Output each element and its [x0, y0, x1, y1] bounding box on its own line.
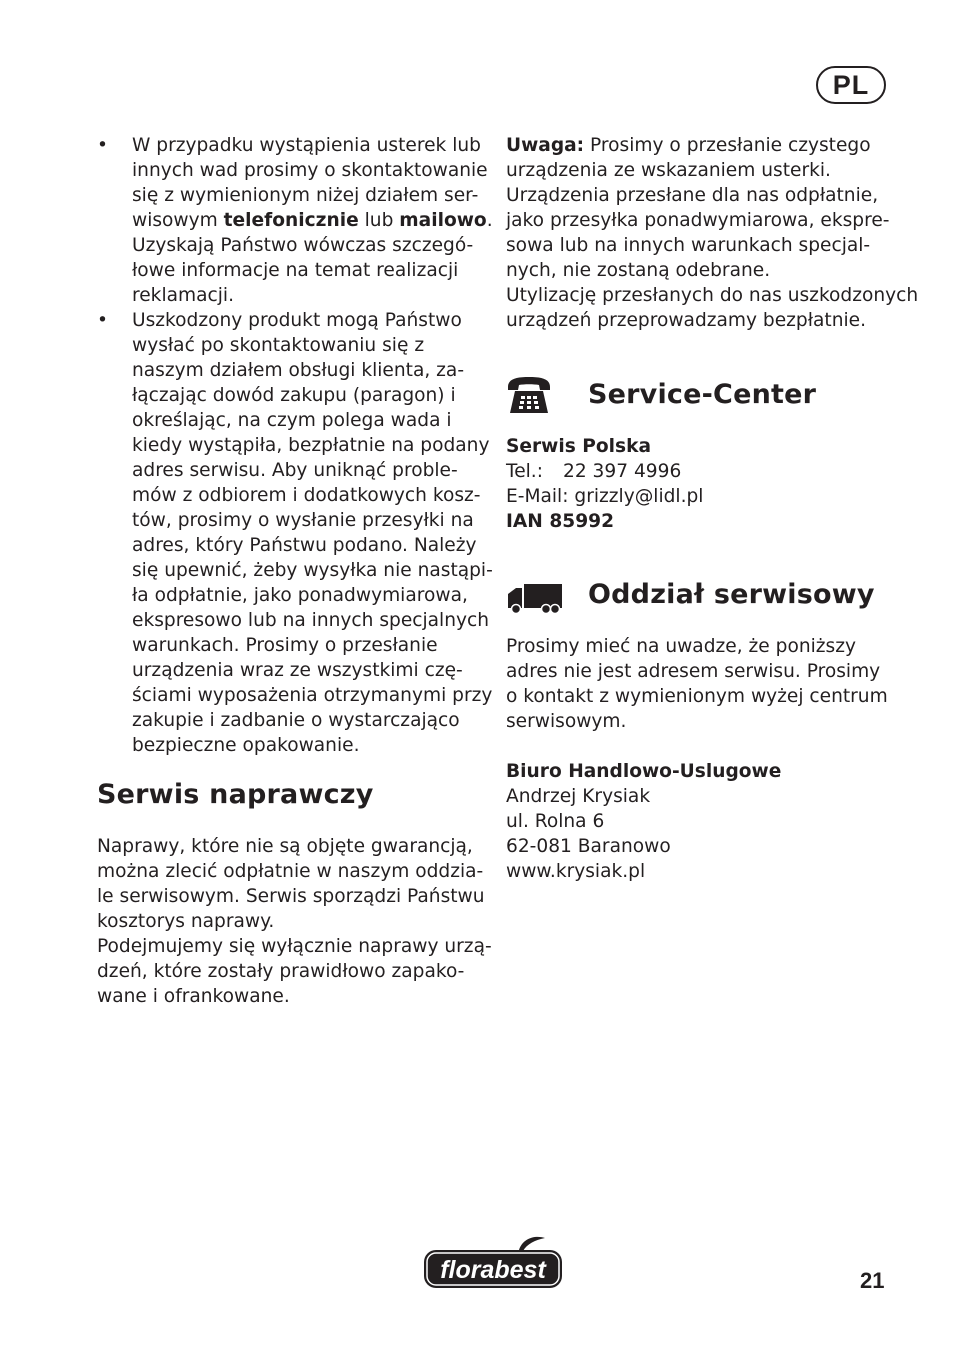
text-line: innych wad prosimy o skontaktowanie: [132, 160, 488, 181]
text-line: naszym działem obsługi klienta, za-: [132, 360, 465, 381]
text-line: adres, który Państwu podano. Należy: [132, 535, 477, 556]
email-line: E-Mail: grizzly@lidl.pl: [506, 486, 704, 507]
text-line-mixed: [506, 133, 906, 158]
telephone-icon: [506, 375, 552, 415]
text-line: mów z odbiorem i dodatkowych kosz-: [132, 485, 481, 506]
address-line: 62-081 Baranowo: [506, 836, 671, 857]
truck-icon: [506, 584, 562, 614]
text-line: ściami wyposażenia otrzymanymi przy: [132, 685, 493, 706]
text-line: o kontakt z wymienionym wyżej centrum: [506, 686, 888, 707]
text-line: Utylizację przesłanych do nas uszkodzonych: [506, 285, 919, 306]
text-line: Urządzenia przesłane dla nas odpłatnie,: [506, 185, 879, 206]
text-line: nych, nie zostaną odebrane.: [506, 260, 771, 281]
text-line: tów, prosimy o wysłanie przesyłki na: [132, 510, 474, 531]
text-line: adres nie jest adresem serwisu. Prosimy: [506, 661, 881, 682]
list-item: [97, 133, 497, 308]
text-line: adres serwisu. Aby uniknąć proble-: [132, 460, 458, 481]
note-label: Uwaga:: [506, 135, 585, 156]
text-line: serwisowym.: [506, 711, 627, 732]
text-line: bezpieczne opakowanie.: [132, 735, 360, 756]
text-line: kosztorys naprawy.: [97, 911, 275, 932]
branch-address: [506, 759, 906, 884]
text-line: wane i ofrankowane.: [97, 986, 290, 1007]
text-line: le serwisowym. Serwis sporządzi Państwu: [97, 886, 485, 907]
company-name: Biuro Handlowo-Uslugowe: [506, 761, 782, 782]
phone-line: [506, 459, 906, 484]
logo-text: florabest: [440, 1256, 546, 1284]
text-line: wysłać po skontaktowaniu się z: [132, 335, 425, 356]
language-badge: PL: [816, 66, 886, 104]
service-name: Serwis Polska: [506, 436, 652, 457]
text-segment: wisowym: [132, 210, 224, 231]
heading-branch: Oddział serwisowy: [588, 579, 875, 610]
text-line: ła odpłatnie, jako ponadwymiarowa,: [132, 585, 468, 606]
text-line: zakupie i zadbanie o wystarczająco: [132, 710, 460, 731]
text-line: dzeń, które zostały prawidłowo zapako-: [97, 961, 465, 982]
text-segment: .: [486, 210, 493, 231]
ian-number: IAN 85992: [506, 511, 615, 532]
text-line: ekspresowo lub na innych specjalnych: [132, 610, 490, 631]
phone-number: 22 397 4996: [562, 461, 682, 482]
text-line: Prosimy mieć na uwadze, że poniższy: [506, 636, 856, 657]
text-line: określając, na czym polega wada i: [132, 410, 452, 431]
text-line: urządzenia wraz ze wszystkimi czę-: [132, 660, 463, 681]
text-line: Podejmujemy się wyłącznie naprawy urzą-: [97, 936, 492, 957]
page-number: 21: [860, 1268, 885, 1293]
heading-service-center: Service-Center: [588, 379, 817, 410]
address-line: www.krysiak.pl: [506, 861, 646, 882]
address-line: Andrzej Krysiak: [506, 786, 651, 807]
text-line: urządzenia ze wskazaniem usterki.: [506, 160, 831, 181]
text-line: urządzeń przeprowadzamy bezpłatnie.: [506, 310, 866, 331]
text-line: łowe informacje na temat realizacji: [132, 260, 459, 281]
text-line-mixed: [132, 208, 497, 233]
bullet-symbol: •: [97, 310, 108, 331]
text-line: można zlecić odpłatnie w naszym oddzia-: [97, 861, 484, 882]
text-line: sowa lub na innych warunkach specjal-: [506, 235, 871, 256]
bullet-list: [97, 133, 497, 758]
text-segment: lub: [358, 210, 400, 231]
address-line: ul. Rolna 6: [506, 811, 605, 832]
text-line: łączając dowód zakupu (paragon) i: [132, 385, 456, 406]
list-item: [97, 308, 497, 758]
left-column: [97, 133, 497, 758]
branch-paragraph: [506, 634, 906, 734]
text-line: się upewnić, żeby wysyłka nie nastąpi-: [132, 560, 493, 581]
heading-repair-service: Serwis naprawczy: [97, 779, 374, 810]
text-line: W przypadku wystąpienia usterek lub: [132, 135, 481, 156]
text-line: kiedy wystąpiła, bezpłatnie na podany: [132, 435, 490, 456]
phone-label: Tel.:: [506, 461, 543, 482]
text-segment: Prosimy o przesłanie czystego: [584, 135, 871, 156]
text-line: się z wymienionym niżej działem ser-: [132, 185, 479, 206]
emphasis-mailowo: mailowo: [399, 210, 487, 231]
service-contact: [506, 434, 906, 534]
repair-paragraph: [97, 834, 497, 1009]
text-line: Uszkodzony produkt mogą Państwo: [132, 310, 462, 331]
text-line: reklamacji.: [132, 285, 234, 306]
emphasis-telefonicznie: telefonicznie: [223, 210, 359, 231]
text-line: jako przesyłka ponadwymiarowa, ekspre-: [506, 210, 890, 231]
bullet-symbol: •: [97, 135, 108, 156]
florabest-logo: [423, 1236, 563, 1292]
note-paragraph: [506, 133, 919, 333]
text-line: warunkach. Prosimy o przesłanie: [132, 635, 438, 656]
text-line: Uzyskają Państwo wówczas szczegó-: [132, 235, 474, 256]
text-line: Naprawy, które nie są objęte gwarancją,: [97, 836, 473, 857]
